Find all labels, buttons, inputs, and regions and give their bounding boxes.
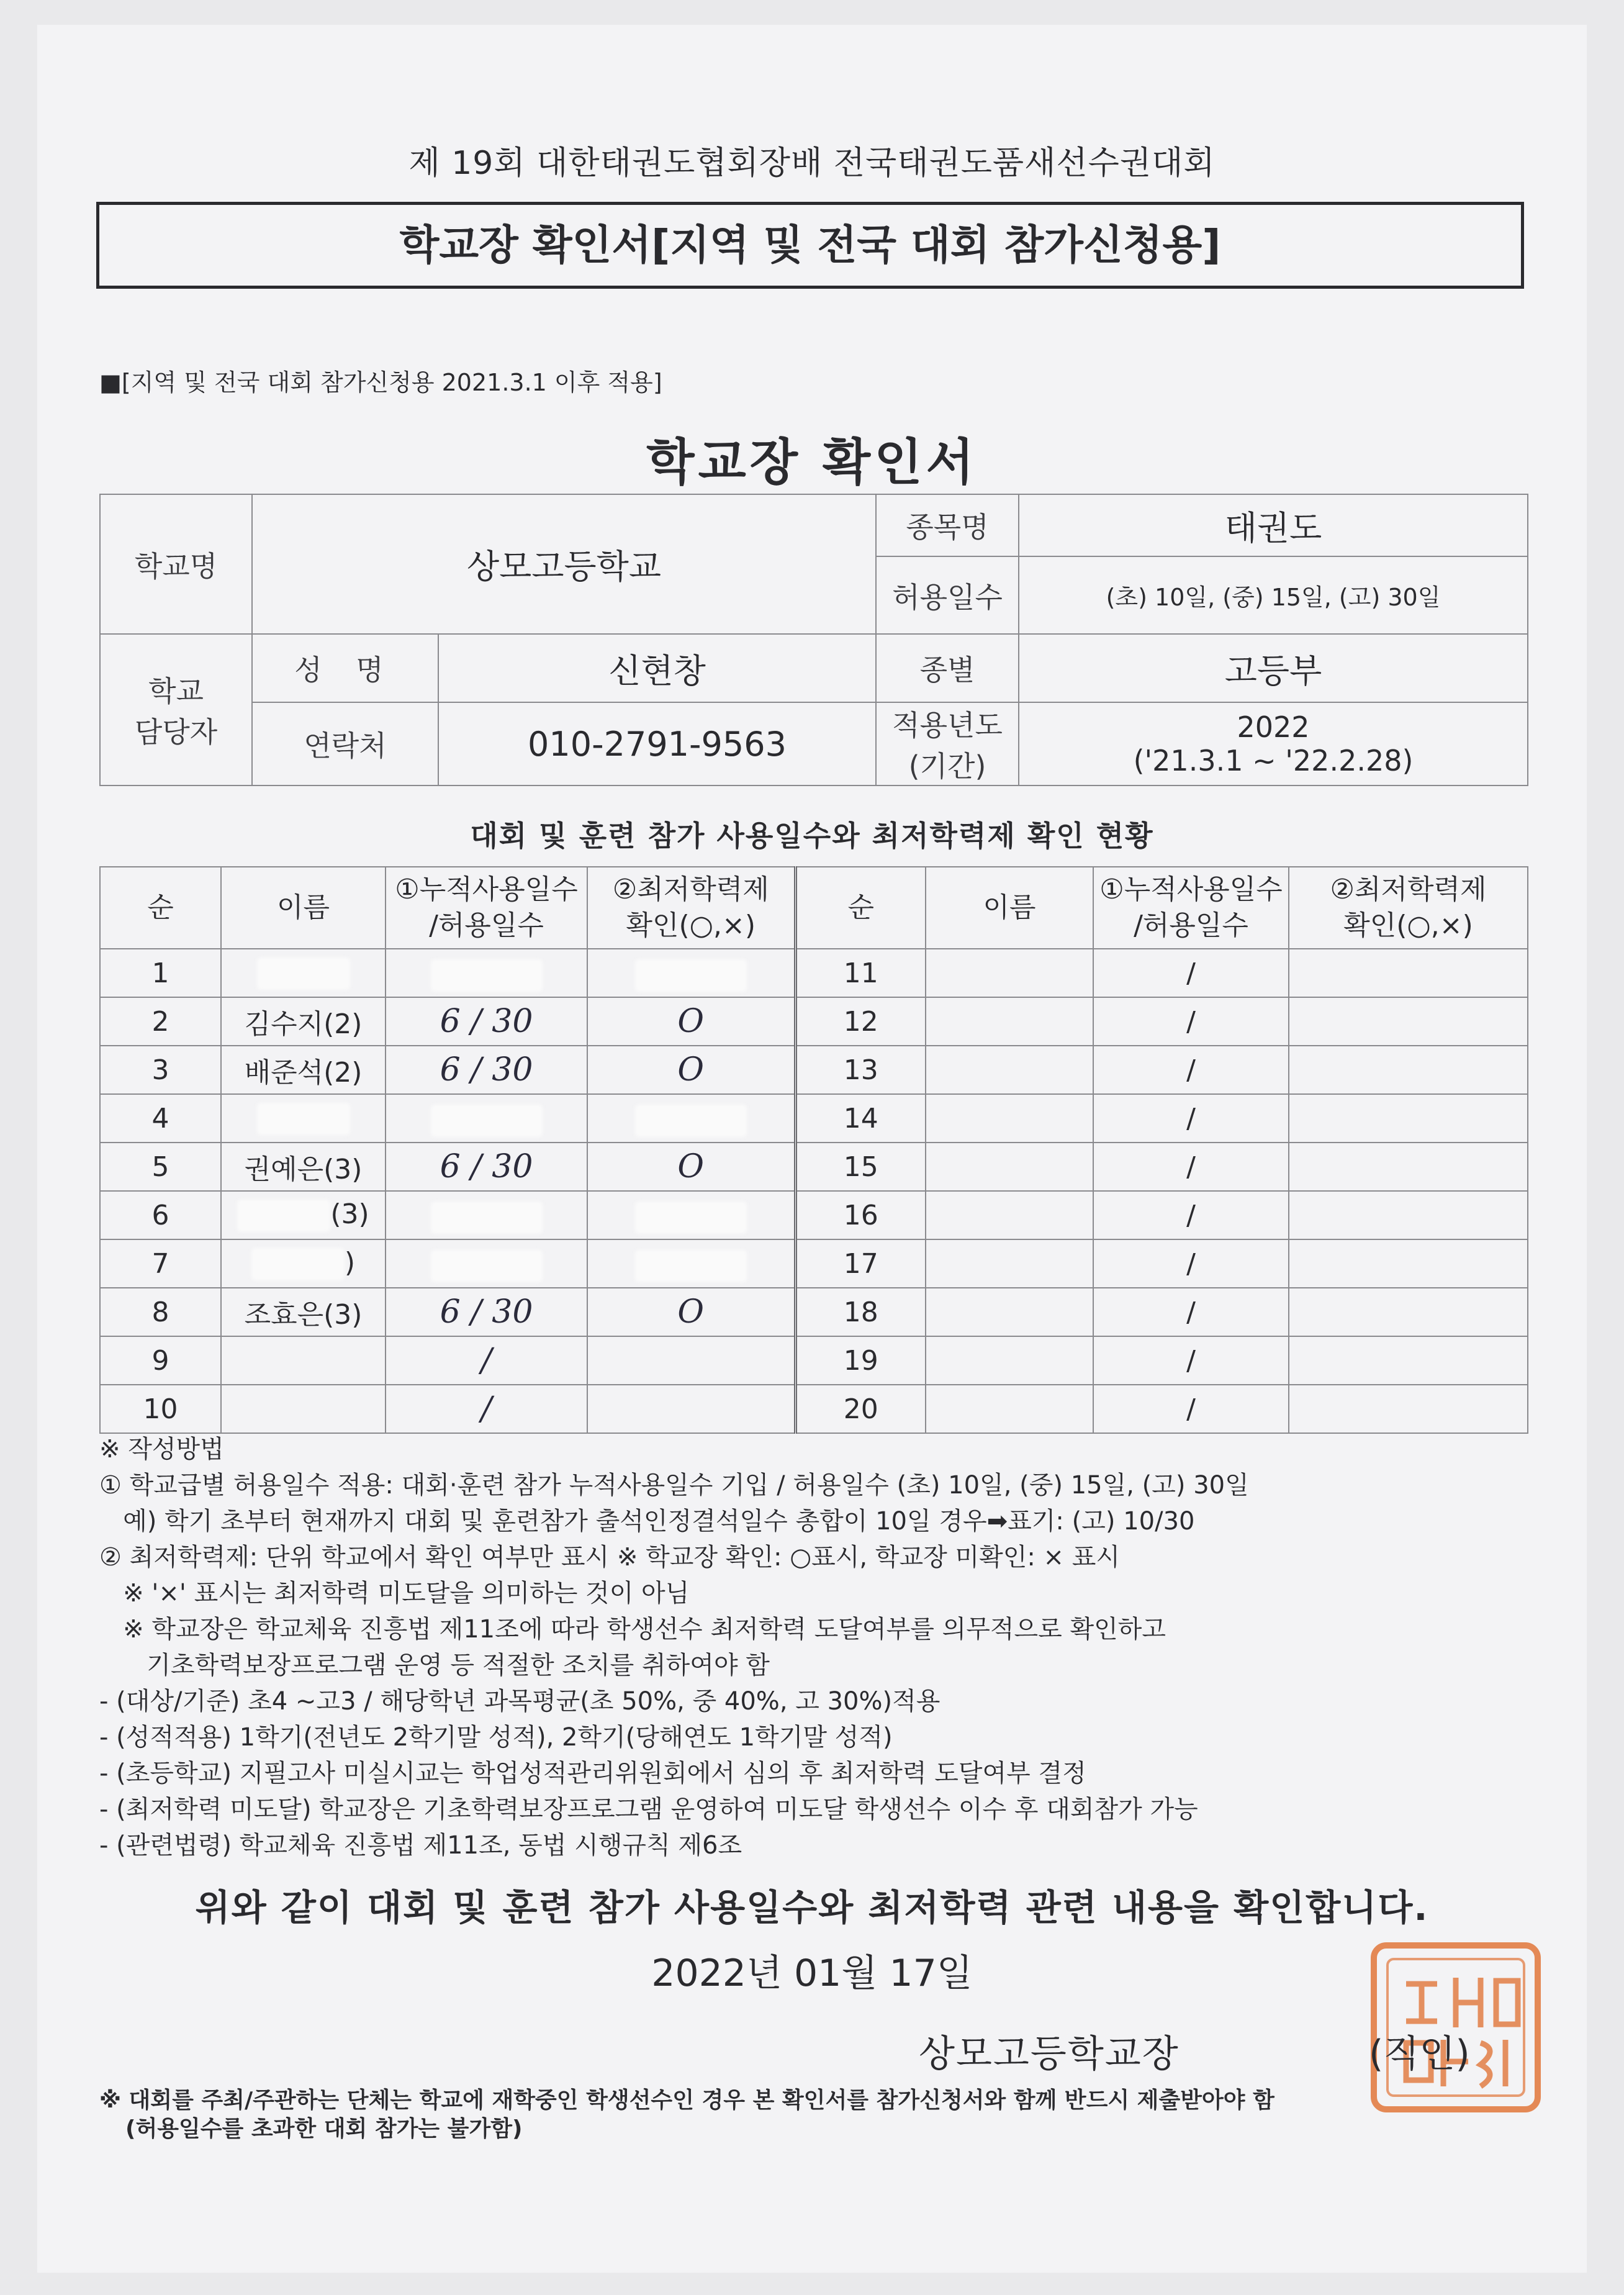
usage-note: ■[지역 및 전국 대회 참가신청용 2021.3.1 이후 적용] [99, 369, 662, 396]
roster-name-right [926, 1143, 1093, 1191]
instruction-line: - (대상/기준) 초4 ~고3 / 해당학년 과목평균(초 50%, 중 40%, 고 30%)적용 [99, 1687, 941, 1716]
roster-row [100, 997, 1528, 1046]
redaction-mark [431, 959, 543, 992]
year-label [876, 702, 1019, 785]
roster-no-text: 1 [151, 957, 169, 989]
roster-name-text: 권예은(3) [244, 1154, 363, 1185]
roster-days-text: / [480, 1390, 492, 1428]
roster-row [100, 1143, 1528, 1191]
instruction-line: ① 학교급별 허용일수 적용: 대회·훈련 참가 누적사용일수 기입 / 허용일수 (초) 10일, (중) 15일, (고) 30일 [99, 1471, 1249, 1500]
roster-days-right-text: / [1186, 1344, 1196, 1377]
instruction-line: 예) 학기 초부터 현재까지 대회 및 훈련참가 출석인정결석일수 총합이 10일 경우➡표기: (고) 10/30 [99, 1507, 1195, 1536]
header-check [587, 867, 795, 949]
roster-days-text: 6 / 30 [440, 1003, 533, 1040]
header-days-right [1093, 867, 1289, 949]
roster-no-text: 7 [151, 1247, 169, 1280]
roster-check-text: O [677, 1003, 705, 1040]
roster-check [587, 1143, 795, 1191]
school-name-value: 상모고등학교 [252, 494, 876, 634]
confirmation-date: 2022년 01월 17일 [651, 1952, 973, 1995]
header-check-right [1289, 867, 1528, 949]
instructions [99, 1431, 1546, 1863]
roster-table [99, 866, 1528, 1434]
roster-name [221, 1288, 386, 1336]
roster-row [100, 1239, 1528, 1288]
roster-no-right [795, 1094, 926, 1143]
roster-no-right-text: 16 [843, 1199, 878, 1231]
roster-days-right [1093, 949, 1289, 997]
roster-no-right [795, 1143, 926, 1191]
roster-days-right-text: / [1186, 1005, 1196, 1038]
roster-days [386, 949, 587, 997]
roster-check-right [1289, 1094, 1528, 1143]
roster-days-right-text: / [1186, 1247, 1196, 1280]
roster-name-text: 배준석(2) [244, 1057, 363, 1089]
roster-name [221, 997, 386, 1046]
roster-name-right [926, 1094, 1093, 1143]
contact-person-label-line-1: 학교 [148, 674, 204, 708]
roster-check-right [1289, 1336, 1528, 1385]
roster-days-right [1093, 1046, 1289, 1094]
instruction-line: 기초학력보장프로그램 운영 등 적절한 조치를 취하여야 함 [99, 1651, 770, 1680]
instruction-line: ※ 학교장은 학교체육 진흥법 제11조에 따라 학생선수 최저학력 도달여부를 의무적으로 확인하고 [99, 1615, 1166, 1644]
roster-name [221, 1191, 386, 1239]
roster-days-text: 6 / 30 [440, 1148, 533, 1185]
header-check-right-line-2: 확인(○,×) [1343, 910, 1473, 941]
roster-check-text: O [677, 1148, 705, 1185]
roster-name-right [926, 1336, 1093, 1385]
roster-no-right-text: 12 [843, 1005, 878, 1038]
roster-no-right-text: 18 [843, 1296, 878, 1328]
redaction-mark [635, 959, 747, 992]
roster-no-right [795, 1385, 926, 1433]
roster-row [100, 1046, 1528, 1094]
header-name-right: 이름 [926, 867, 1093, 949]
roster-days-text: 6 / 30 [440, 1293, 533, 1331]
roster-no [100, 1046, 221, 1094]
roster-no [100, 997, 221, 1046]
roster-check [587, 1094, 795, 1143]
boxed-title: 학교장 확인서[지역 및 전국 대회 참가신청용] [96, 202, 1524, 289]
roster-check [587, 1336, 795, 1385]
person-name-label: 성 명 [252, 634, 438, 702]
roster-days-right [1093, 1094, 1289, 1143]
roster-no [100, 1143, 221, 1191]
redaction-mark [237, 1200, 330, 1232]
roster-no [100, 949, 221, 997]
roster-name [221, 1239, 386, 1288]
roster-days [386, 997, 587, 1046]
roster-no [100, 1385, 221, 1433]
roster-days-right [1093, 1385, 1289, 1433]
roster-days-right [1093, 1336, 1289, 1385]
category-label: 종별 [876, 634, 1019, 702]
sport-label: 종목명 [876, 494, 1019, 556]
confirmation-statement: 위와 같이 대회 및 훈련 참가 사용일수와 최저학력 관련 내용을 확인합니다. [195, 1886, 1429, 1929]
roster-check-right [1289, 1143, 1528, 1191]
roster-check-right [1289, 1239, 1528, 1288]
roster-header-row [100, 867, 1528, 949]
roster-days-text: / [480, 1342, 492, 1379]
roster-no-right-text: 19 [843, 1344, 878, 1377]
roster-days-right-text: / [1186, 1296, 1196, 1328]
roster-no-right [795, 1191, 926, 1239]
header-no-right: 순 [795, 867, 926, 949]
redaction-mark [431, 1250, 543, 1282]
roster-check [587, 1191, 795, 1239]
status-title: 대회 및 훈련 참가 사용일수와 최저학력제 확인 현황 [470, 819, 1154, 853]
roster-check-right [1289, 1191, 1528, 1239]
roster-no [100, 1191, 221, 1239]
roster-check-right [1289, 1046, 1528, 1094]
year-value [1019, 702, 1528, 785]
roster-days [386, 1143, 587, 1191]
roster-name [221, 1143, 386, 1191]
redaction-mark [257, 957, 350, 990]
header-check-line-1: ②최저학력제 [612, 874, 769, 905]
allowed-days-label: 허용일수 [876, 556, 1019, 634]
redaction-mark [635, 1202, 747, 1234]
roster-name [221, 1046, 386, 1094]
header-days [386, 867, 587, 949]
header-check-line-2: 확인(○,×) [626, 910, 756, 941]
instruction-line: - (관련법령) 학교체육 진흥법 제11조, 동법 시행규칙 제6조 [99, 1831, 742, 1860]
instruction-line: ② 최저학력제: 단위 학교에서 확인 여부만 표시 ※ 학교장 확인: ○표시, 학교장 미확인: × 표시 [99, 1543, 1121, 1572]
roster-check [587, 1288, 795, 1336]
roster-no-right [795, 949, 926, 997]
roster-no [100, 1336, 221, 1385]
footer-note-line-1: ※ 대회를 주최/주관하는 단체는 학교에 재학중인 학생선수인 경우 본 확인서를 참가신청서와 함께 반드시 제출받아야 함 [99, 2088, 1274, 2113]
year-value-period: ('21.3.1 ~ '22.2.28) [1133, 744, 1414, 777]
roster-name-right [926, 1191, 1093, 1239]
roster-row [100, 1385, 1528, 1433]
roster-name-text: 조효은(3) [244, 1299, 363, 1331]
roster-row [100, 1336, 1528, 1385]
roster-row [100, 1191, 1528, 1239]
roster-name-right [926, 949, 1093, 997]
roster-name-right [926, 1385, 1093, 1433]
roster-name-text: (3) [330, 1198, 369, 1230]
roster-no-text: 10 [143, 1393, 178, 1425]
roster-row [100, 1094, 1528, 1143]
redaction-mark [635, 1105, 747, 1137]
roster-no-right-text: 11 [843, 957, 878, 989]
instruction-line: - (초등학교) 지필고사 미실시교는 학업성적관리위원회에서 심의 후 최저학력 도달여부 결정 [99, 1759, 1086, 1788]
roster-check-text: O [677, 1051, 705, 1089]
year-label-line-2: (기간) [908, 749, 986, 783]
roster-days [386, 1288, 587, 1336]
roster-no [100, 1288, 221, 1336]
contest-title: 제 19회 대한태권도협회장배 전국태권도품새선수권대회 [408, 145, 1216, 182]
roster-name-text: 김수지(2) [244, 1008, 363, 1040]
roster-days-right-text: / [1186, 1054, 1196, 1086]
roster-check [587, 997, 795, 1046]
roster-check [587, 1385, 795, 1433]
roster-no-text: 5 [151, 1151, 169, 1183]
roster-no-text: 4 [151, 1102, 169, 1134]
roster-days [386, 1385, 587, 1433]
redaction-mark [251, 1248, 345, 1280]
roster-check-right [1289, 949, 1528, 997]
roster-check [587, 949, 795, 997]
roster-check-right [1289, 997, 1528, 1046]
phone-label: 연락처 [252, 702, 438, 785]
redaction-mark [431, 1105, 543, 1137]
roster-no-text: 9 [151, 1344, 169, 1377]
principal-title: 상모고등학교장 [919, 2032, 1180, 2076]
roster-check [587, 1046, 795, 1094]
roster-no-right-text: 13 [843, 1054, 878, 1086]
redaction-mark [257, 1103, 350, 1135]
year-label-line-1: 적용년도 [892, 708, 1003, 742]
roster-no [100, 1094, 221, 1143]
roster-name [221, 1336, 386, 1385]
header-no: 순 [100, 867, 221, 949]
redaction-mark [635, 1250, 747, 1282]
roster-name-text: ) [344, 1247, 356, 1279]
roster-no-right [795, 1046, 926, 1094]
roster-check-right [1289, 1288, 1528, 1336]
category-value: 고등부 [1019, 634, 1528, 702]
school-name-label: 학교명 [100, 494, 252, 634]
document-page [37, 25, 1587, 2273]
roster-no-text: 8 [151, 1296, 169, 1328]
roster-days [386, 1046, 587, 1094]
contact-person-label [100, 634, 252, 785]
phone-value: 010-2791-9563 [438, 702, 876, 785]
roster-check-text: O [677, 1293, 705, 1331]
roster-days-right [1093, 1239, 1289, 1288]
year-value-year: 2022 [1237, 710, 1310, 744]
header-check-right-line-1: ②최저학력제 [1330, 874, 1487, 905]
roster-days-right-text: / [1186, 1199, 1196, 1231]
roster-no-right [795, 1288, 926, 1336]
allowed-days-value: (초) 10일, (중) 15일, (고) 30일 [1019, 556, 1528, 634]
roster-days-right [1093, 1288, 1289, 1336]
roster-days-right [1093, 997, 1289, 1046]
roster-name-right [926, 1046, 1093, 1094]
roster-no-text: 6 [151, 1199, 169, 1231]
roster-no-right [795, 997, 926, 1046]
header-name: 이름 [221, 867, 386, 949]
instruction-line: ※ 작성방법 [99, 1435, 224, 1464]
roster-days-right [1093, 1143, 1289, 1191]
seal-label: (직인) [1369, 2032, 1470, 2076]
roster-name [221, 949, 386, 997]
roster-name-right [926, 1239, 1093, 1288]
roster-check-right [1289, 1385, 1528, 1433]
school-info-table [99, 494, 1528, 786]
footer-note [99, 2086, 1540, 2143]
form-title: 학교장 확인서 [646, 433, 978, 491]
roster-no-right [795, 1336, 926, 1385]
roster-days-right-text: / [1186, 1102, 1196, 1134]
instruction-line: - (성적적용) 1학기(전년도 2학기말 성적), 2학기(당해연도 1학기말 성적) [99, 1723, 893, 1752]
roster-days [386, 1336, 587, 1385]
roster-days-right-text: / [1186, 1393, 1196, 1425]
roster-days-right [1093, 1191, 1289, 1239]
roster-row [100, 949, 1528, 997]
roster-no-right-text: 17 [843, 1247, 878, 1280]
header-days-line-1: ①누적사용일수 [395, 874, 578, 905]
roster-name [221, 1385, 386, 1433]
roster-check [587, 1239, 795, 1288]
sport-value: 태권도 [1019, 494, 1528, 556]
roster-days [386, 1239, 587, 1288]
roster-no-text: 3 [151, 1054, 169, 1086]
header-days-right-line-2: /허용일수 [1134, 910, 1248, 941]
roster-no-right-text: 15 [843, 1151, 878, 1183]
roster-no [100, 1239, 221, 1288]
roster-days-right-text: / [1186, 1151, 1196, 1183]
footer-note-line-2: (허용일수를 초과한 대회 참가는 불가함) [125, 2116, 523, 2142]
redaction-mark [431, 1202, 543, 1234]
roster-days [386, 1191, 587, 1239]
roster-row [100, 1288, 1528, 1336]
contact-person-label-line-2: 담당자 [134, 715, 218, 749]
roster-name-right [926, 1288, 1093, 1336]
roster-no-right-text: 20 [843, 1393, 878, 1425]
roster-days-text: 6 / 30 [440, 1051, 533, 1089]
header-days-line-2: /허용일수 [429, 910, 544, 941]
roster-days [386, 1094, 587, 1143]
instruction-line: - (최저학력 미도달) 학교장은 기초학력보장프로그램 운영하여 미도달 학생선수 이수 후 대회참가 가능 [99, 1795, 1198, 1824]
roster-no-right-text: 14 [843, 1102, 878, 1134]
roster-days-right-text: / [1186, 957, 1196, 989]
roster-no-right [795, 1239, 926, 1288]
header-days-right-line-1: ①누적사용일수 [1099, 874, 1283, 905]
instruction-line: ※ '×' 표시는 최저학력 미도달을 의미하는 것이 아님 [99, 1579, 690, 1608]
roster-name [221, 1094, 386, 1143]
person-name-value: 신현창 [438, 634, 876, 702]
roster-no-text: 2 [151, 1005, 169, 1038]
roster-name-right [926, 997, 1093, 1046]
